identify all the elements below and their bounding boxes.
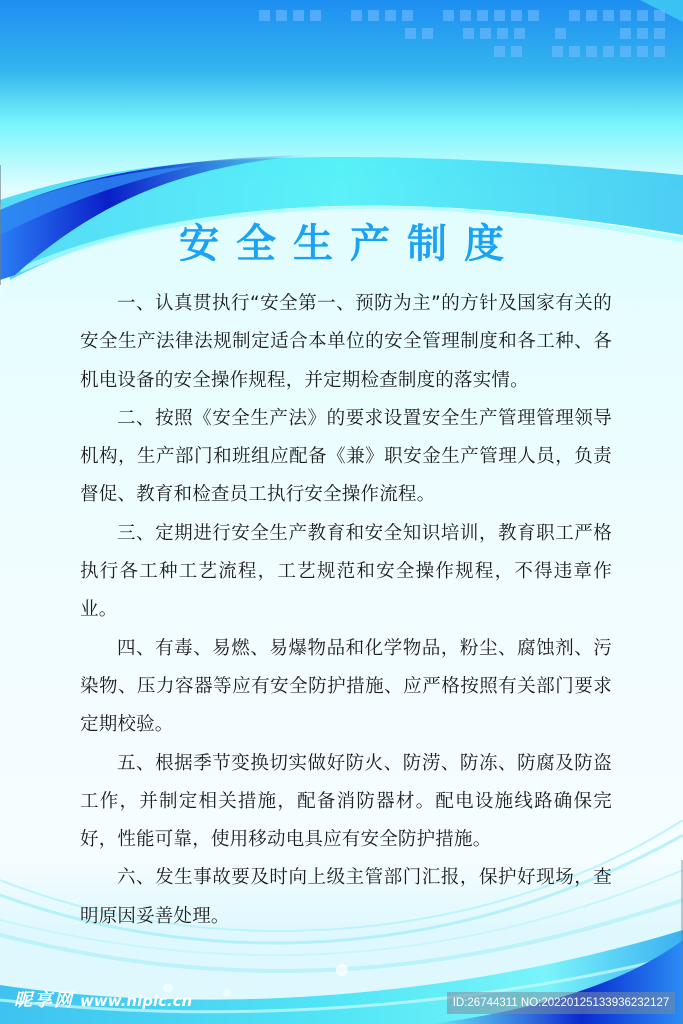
regulation-item-5: 五、根据季节变换切实做好防火、防涝、防冻、防腐及防盗工作，并制定相关措施，配备消防器材。配电设施线路确保完好，性能可靠，使用移动电具应有安全防护措施。 [80, 752, 612, 851]
regulation-item-3: 三、定期进行安全生产教育和安全知识培训，教育职工严格执行各工种工艺流程，工艺规范和安全操作规程，不得违章作业。 [80, 522, 612, 621]
regulation-body [80, 285, 612, 936]
decorative-squares [265, 10, 665, 70]
watermark-url: www.nipic.cn [80, 992, 193, 1010]
watermark-logo [14, 986, 192, 1012]
regulation-item-2: 二、按照《安全生产法》的要求设置安全生产管理管理领导机构，生产部门和班组应配备《兼》职安金生产管理人员，负责督促、教育和检查员工执行安全操作流程。 [80, 407, 612, 506]
regulation-item-4: 四、有毒、易燃、易爆物品和化学物品，粉尘、腐蚀剂、污染物、压力容器等应有安全防护措施、应严格按照有关部门要求定期校验。 [80, 637, 612, 736]
watermark-brand: 昵享网 [14, 990, 74, 1011]
regulation-item-1: 一、认真贯执行“安全第一、预防为主”的方针及国家有关的安全生产法律法规制定适合本单位的安全管理制度和各工种、各机电设备的安全操作规程，并定期检查制度的落实情。 [80, 293, 612, 391]
watermark-id: ID:26744311 NO:20220125133936232127 [447, 992, 675, 1014]
regulation-item-6: 六、发生事故要及时向上级主管部门汇报，保护好现场，查明原因妥善处理。 [80, 867, 612, 927]
poster-title: 安全生产制度 [179, 221, 521, 267]
